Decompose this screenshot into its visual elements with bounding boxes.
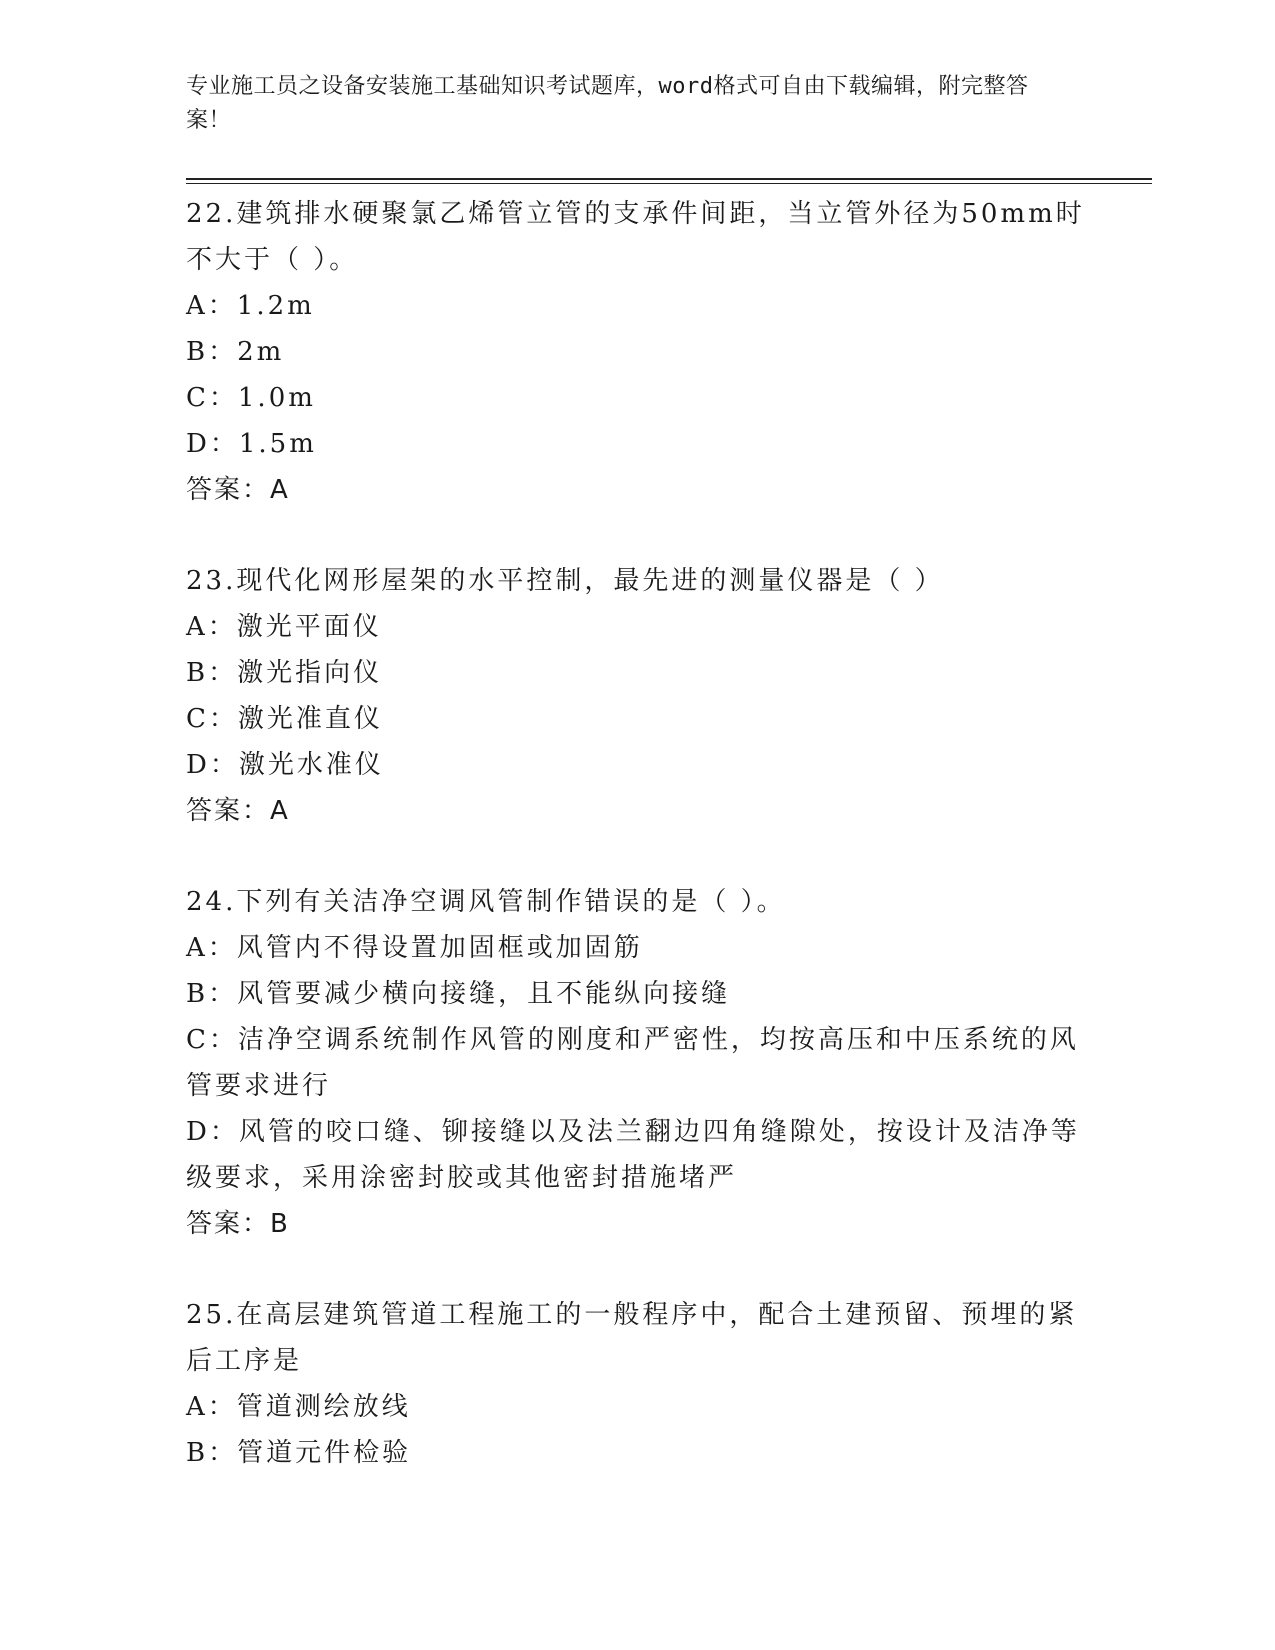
option-c: C：激光准直仪 [186, 704, 383, 734]
option-d: D：风管的咬口缝、铆接缝以及法兰翻边四角缝隙处，按设计及洁净等级要求，采用涂密封胶或其他密封措施堵严 [186, 1117, 1080, 1193]
option-a: A：激光平面仪 [186, 612, 382, 642]
question-stem: 23.现代化网形屋架的水平控制，最先进的测量仪器是（ ） [186, 566, 944, 596]
question-25 [186, 1292, 1086, 1476]
option-d: D：1.5m [186, 429, 317, 459]
option-a: A：1.2m [186, 291, 315, 321]
option-b: B：2m [186, 337, 285, 367]
answer-line: 答案：A [186, 796, 290, 826]
answer-line: 答案：B [186, 1209, 290, 1239]
option-a: A：管道测绘放线 [186, 1392, 411, 1422]
document-header: 专业施工员之设备安装施工基础知识考试题库，word格式可自由下载编辑，附完整答案！ [186, 74, 1029, 133]
question-23 [186, 558, 1086, 834]
question-stem: 22.建筑排水硬聚氯乙烯管立管的支承件间距，当立管外径为50mm时不大于（ ）。 [186, 199, 1085, 275]
header-divider-thick [186, 178, 1152, 180]
option-a: A：风管内不得设置加固框或加固筋 [186, 933, 643, 963]
option-b: B：风管要减少横向接缝，且不能纵向接缝 [186, 979, 731, 1009]
header-divider-thin [186, 183, 1152, 184]
option-b: B：管道元件检验 [186, 1438, 412, 1468]
question-22 [186, 191, 1086, 513]
answer-line: 答案：A [186, 475, 290, 505]
option-b: B：激光指向仪 [186, 658, 383, 688]
option-c: C：洁净空调系统制作风管的刚度和严密性，均按高压和中压系统的风管要求进行 [186, 1025, 1079, 1101]
question-list [186, 191, 1086, 1521]
option-d: D：激光水准仪 [186, 750, 384, 780]
question-stem: 24.下列有关洁净空调风管制作错误的是（ ）。 [186, 887, 786, 917]
question-stem: 25.在高层建筑管道工程施工的一般程序中，配合土建预留、预埋的紧后工序是 [186, 1300, 1078, 1376]
option-c: C：1.0m [186, 383, 316, 413]
question-24 [186, 879, 1086, 1247]
